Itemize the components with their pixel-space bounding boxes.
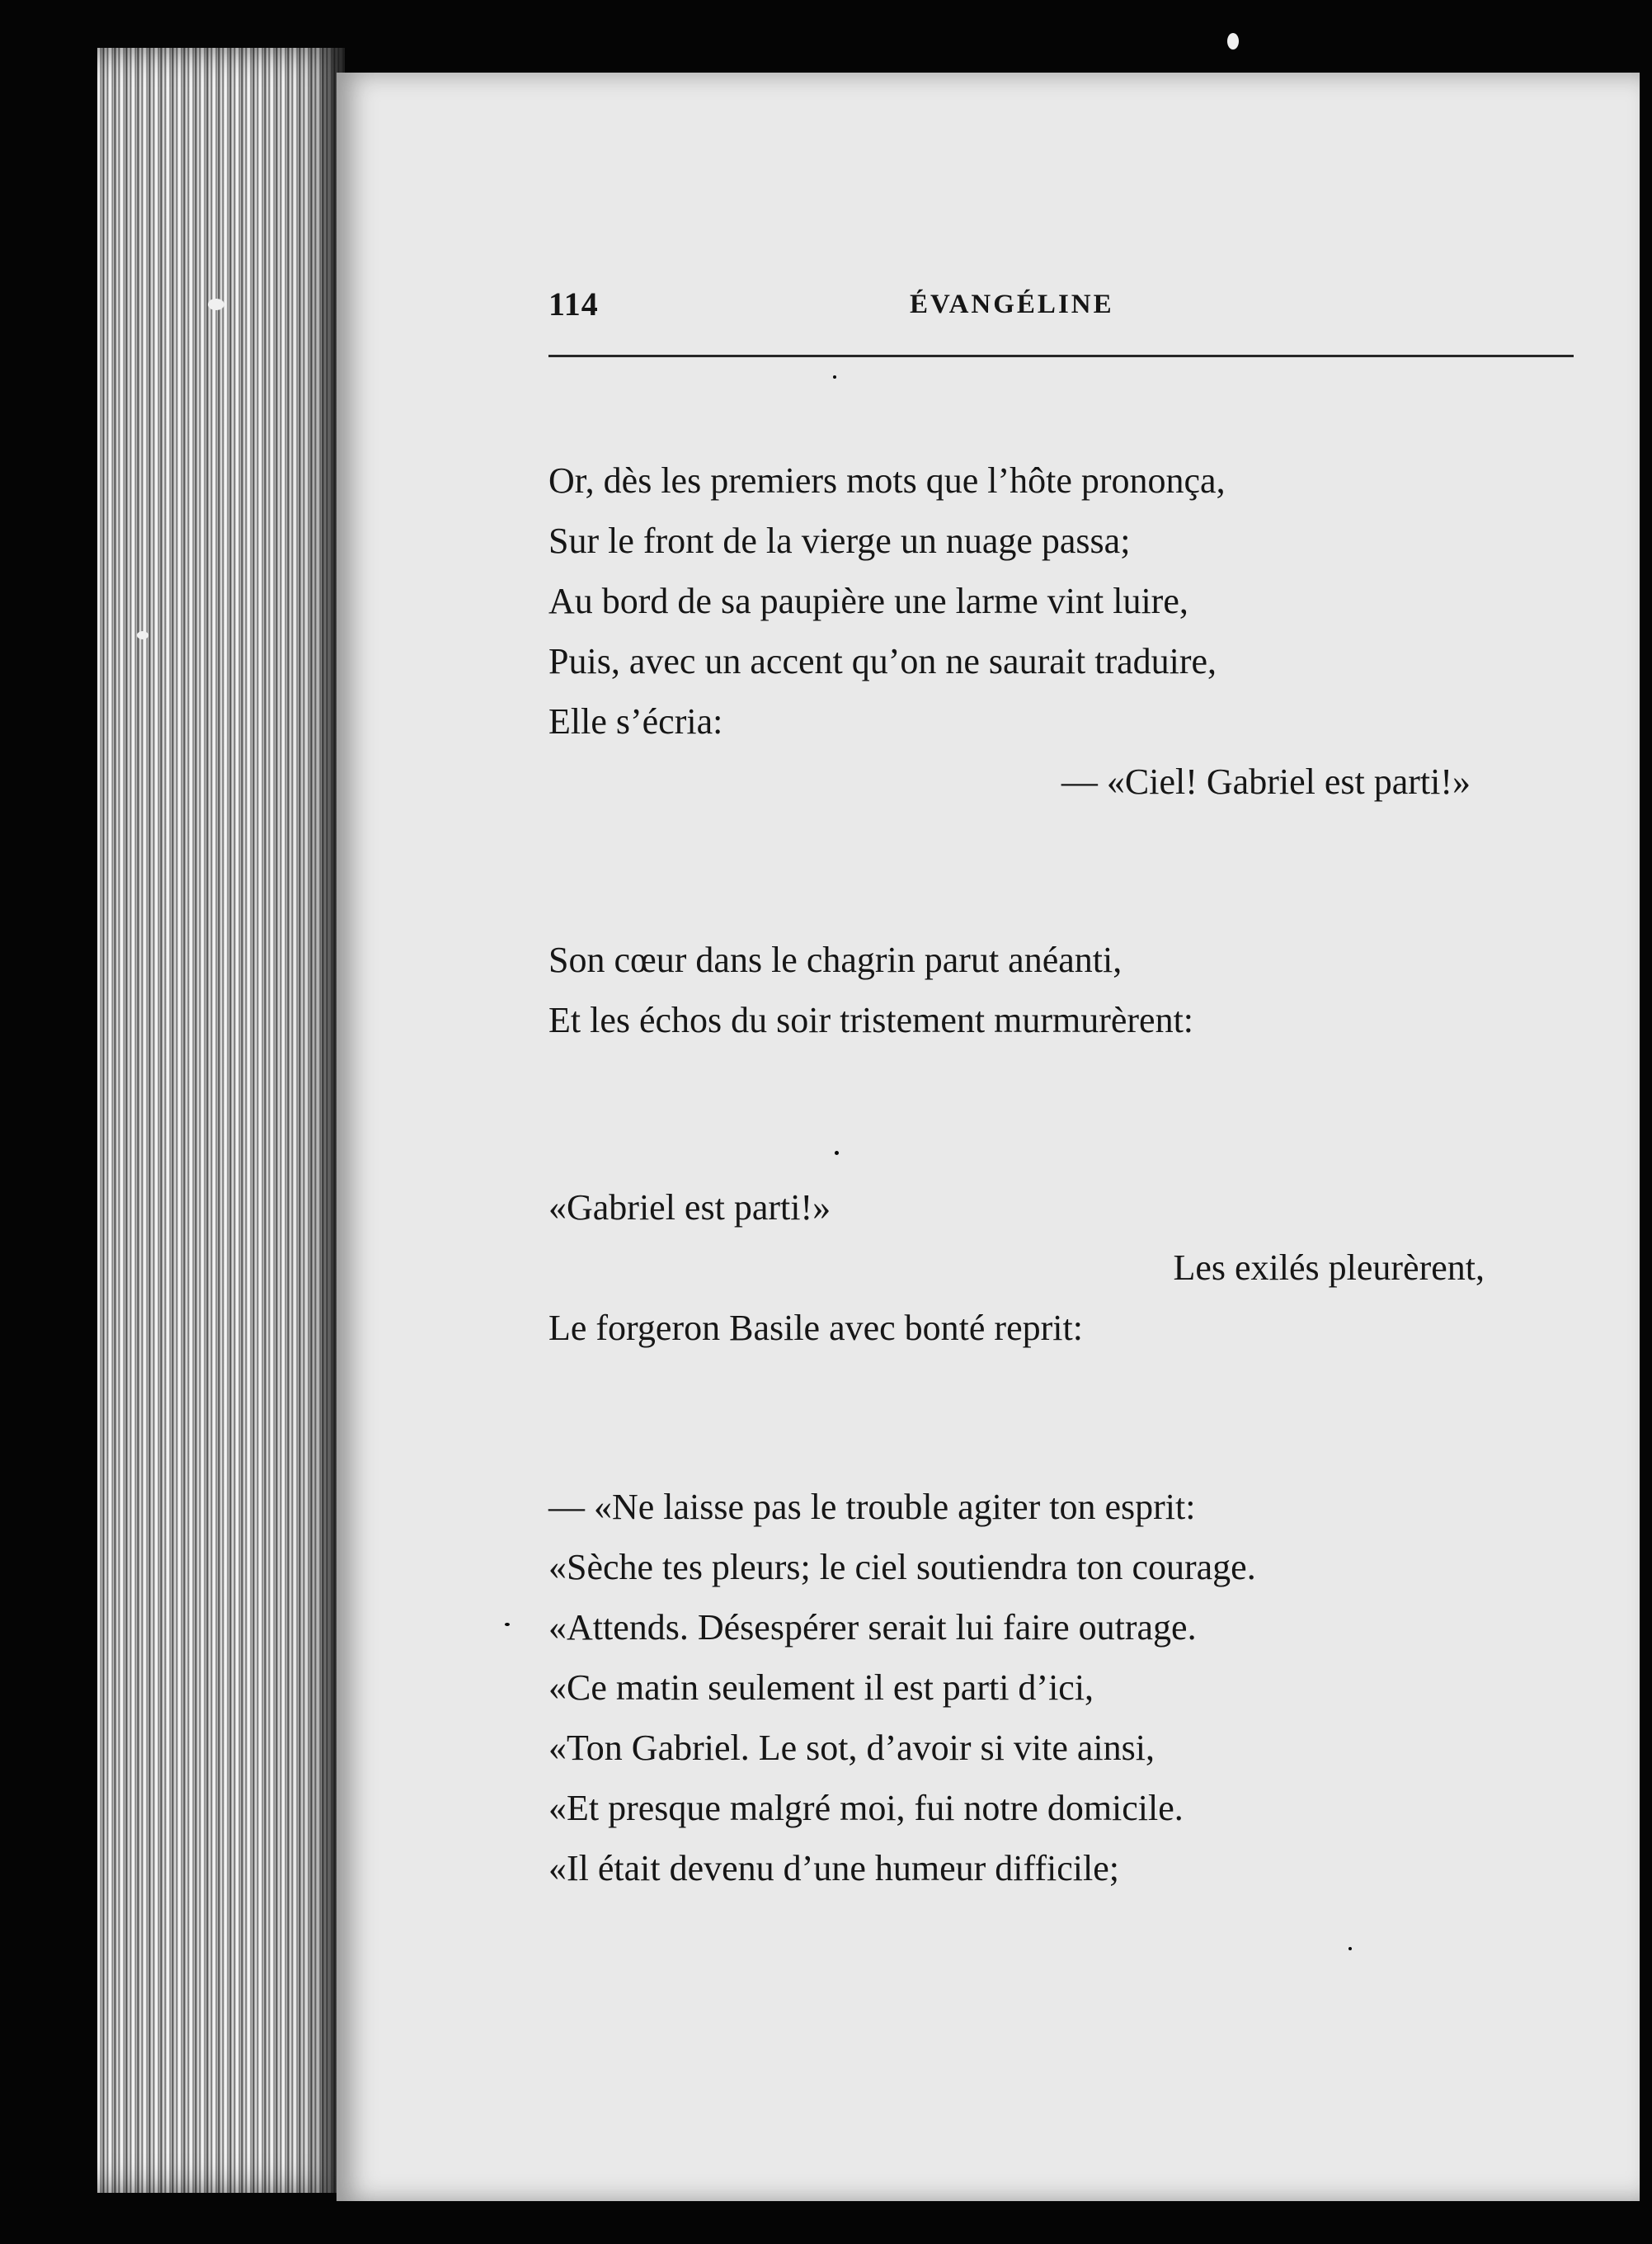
verse-line: Le forgeron Basile avec bonté reprit: bbox=[548, 1308, 1083, 1348]
verse-line: Son cœur dans le chagrin parut anéanti, bbox=[548, 940, 1123, 980]
scan-speck bbox=[137, 631, 148, 639]
verse-line: «Il était devenu d’une humeur difficile; bbox=[548, 1848, 1119, 1888]
verse-line: «Ce matin seulement il est parti d’ici, bbox=[548, 1667, 1094, 1708]
stanza bbox=[548, 930, 1522, 1050]
stanza bbox=[548, 1477, 1522, 1898]
verse-line: — «Ne laisse pas le trouble agiter ton esprit: bbox=[548, 1487, 1196, 1527]
header-rule bbox=[548, 355, 1574, 357]
verse-line: Puis, avec un accent qu’on ne saurait traduire, bbox=[548, 641, 1217, 681]
verse-line: Elle s’écria: bbox=[548, 701, 723, 742]
scan-speck bbox=[1348, 1947, 1352, 1950]
book-page-edges bbox=[97, 48, 345, 2193]
page-number: 114 bbox=[548, 285, 599, 323]
verse-line: «Gabriel est parti!» bbox=[548, 1187, 831, 1228]
verse-line: «Attends. Désespérer serait lui faire outrage. bbox=[548, 1607, 1197, 1648]
verse-line: Et les échos du soir tristement murmurèrent: bbox=[548, 1000, 1194, 1040]
running-head bbox=[548, 285, 1575, 334]
scan-speck bbox=[835, 1151, 839, 1155]
scan-speck bbox=[833, 375, 836, 379]
verse-line: «Ton Gabriel. Le sot, d’avoir si vite ainsi, bbox=[548, 1728, 1155, 1768]
verse-line: Or, dès les premiers mots que l’hôte prononça, bbox=[548, 460, 1226, 501]
verse-line: — «Ciel! Gabriel est parti!» bbox=[1061, 761, 1471, 802]
scan-speck bbox=[1227, 33, 1239, 50]
stanza bbox=[548, 1177, 1522, 1358]
verse-line: Les exilés pleurèrent, bbox=[1173, 1247, 1485, 1288]
scan-speck bbox=[208, 299, 224, 310]
verse-line: Au bord de sa paupière une larme vint luire, bbox=[548, 581, 1188, 621]
stanza bbox=[548, 450, 1522, 812]
running-title: ÉVANGÉLINE bbox=[910, 290, 1114, 319]
verse-line: «Sèche tes pleurs; le ciel soutiendra ton courage. bbox=[548, 1547, 1256, 1587]
scan-speck bbox=[505, 1623, 510, 1626]
verse-line: «Et presque malgré moi, fui notre domicile. bbox=[548, 1788, 1184, 1828]
verse-line: Sur le front de la vierge un nuage passa; bbox=[548, 521, 1131, 561]
